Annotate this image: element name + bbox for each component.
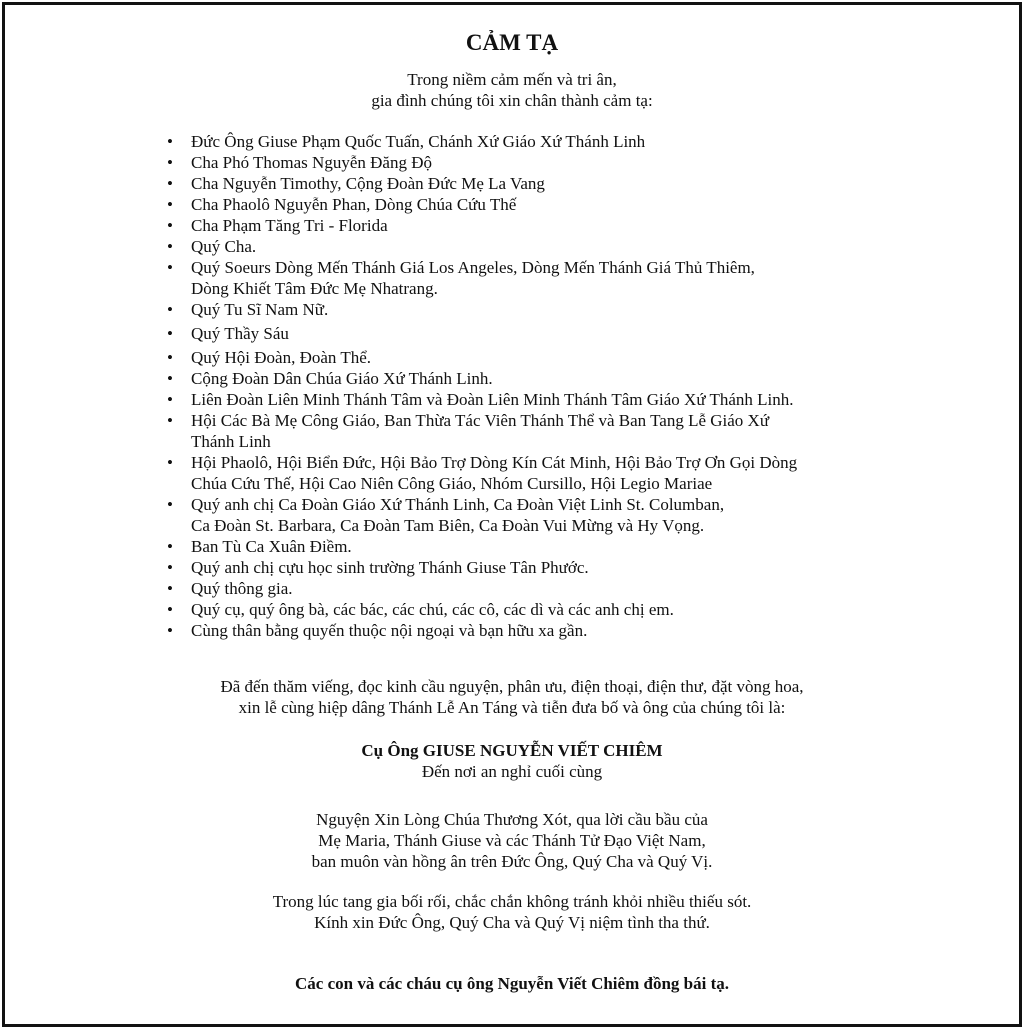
- acknowledgement-item: [166, 215, 886, 236]
- intro-text: [0, 69, 1024, 111]
- acknowledgement-item: [166, 236, 886, 257]
- apology-line: Kính xin Đức Ông, Quý Cha và Quý Vị niệm tình tha thứ.: [314, 913, 710, 932]
- bullet-icon: •: [167, 258, 173, 277]
- acknowledgement-item: [166, 368, 886, 389]
- acknowledgement-text: Hội Phaolô, Hội Biển Đức, Hội Bảo Trợ Dòng Kín Cát Minh, Hội Bảo Trợ Ơn Gọi Dòng: [191, 453, 798, 472]
- apology-line: Trong lúc tang gia bối rối, chắc chắn không tránh khỏi nhiều thiếu sót.: [272, 892, 752, 911]
- visited-line: xin lễ cùng hiệp dâng Thánh Lễ An Táng và tiễn đưa bố và ông của chúng tôi là:: [238, 698, 786, 717]
- prayer-line: Nguyện Xin Lòng Chúa Thương Xót, qua lời cầu bầu của: [316, 810, 708, 829]
- bullet-icon: •: [167, 132, 173, 151]
- bullet-icon: •: [167, 495, 173, 514]
- signoff-text: Các con và các cháu cụ ông Nguyễn Viết Chiêm đồng bái tạ.: [295, 974, 729, 993]
- acknowledgement-item: [166, 173, 886, 194]
- acknowledgement-text: Quý cụ, quý ông bà, các bác, các chú, các cô, các dì và các anh chị em.: [191, 600, 674, 619]
- acknowledgement-item: [166, 389, 886, 410]
- acknowledgement-item: [166, 323, 886, 344]
- acknowledgement-text: Quý Cha.: [191, 237, 257, 256]
- acknowledgement-text: Cha Nguyễn Timothy, Cộng Đoàn Đức Mẹ La Vang: [191, 174, 545, 193]
- acknowledgement-text: Quý Thầy Sáu: [191, 324, 289, 343]
- bullet-icon: •: [167, 174, 173, 193]
- bullet-icon: •: [167, 195, 173, 214]
- acknowledgement-item: [166, 494, 886, 536]
- bullet-icon: •: [167, 600, 173, 619]
- acknowledgement-text: Cộng Đoàn Dân Chúa Giáo Xứ Thánh Linh.: [191, 369, 493, 388]
- bullet-icon: •: [167, 153, 173, 172]
- acknowledgement-item: [166, 299, 886, 320]
- acknowledgement-text: Chúa Cứu Thế, Hội Cao Niên Công Giáo, Nhóm Cursillo, Hội Legio Mariae: [191, 474, 713, 493]
- bullet-icon: •: [167, 324, 173, 343]
- bullet-icon: •: [167, 348, 173, 367]
- acknowledgement-item: [166, 557, 886, 578]
- acknowledgement-text: Quý Soeurs Dòng Mến Thánh Giá Los Angeles, Dòng Mến Thánh Giá Thủ Thiêm,: [191, 258, 755, 277]
- acknowledgement-item: [166, 152, 886, 173]
- acknowledgement-text: Ca Đoàn St. Barbara, Ca Đoàn Tam Biên, Ca Đoàn Vui Mừng và Hy Vọng.: [191, 516, 705, 535]
- prayer-text: [0, 809, 1024, 872]
- acknowledgement-text: Quý anh chị Ca Đoàn Giáo Xứ Thánh Linh, Ca Đoàn Việt Linh St. Columban,: [191, 495, 725, 514]
- deceased-name: Cụ Ông GIUSE NGUYỄN VIẾT CHIÊM: [361, 741, 663, 760]
- acknowledgement-text: Hội Các Bà Mẹ Công Giáo, Ban Thừa Tác Viên Thánh Thể và Ban Tang Lễ Giáo Xứ: [191, 411, 770, 430]
- acknowledgement-item: [166, 131, 886, 152]
- acknowledgement-list: [166, 131, 886, 641]
- acknowledgement-text: Cùng thân bằng quyến thuộc nội ngoại và bạn hữu xa gần.: [191, 621, 588, 640]
- acknowledgement-item: [166, 536, 886, 557]
- bullet-icon: •: [167, 453, 173, 472]
- acknowledgement-item: [166, 410, 886, 452]
- acknowledgement-text: Cha Phạm Tăng Tri - Florida: [191, 216, 388, 235]
- bullet-icon: •: [167, 621, 173, 640]
- apology-text: [0, 891, 1024, 933]
- intro-line: gia đình chúng tôi xin chân thành cảm tạ:: [371, 91, 653, 110]
- acknowledgement-item: [166, 452, 886, 494]
- bullet-icon: •: [167, 237, 173, 256]
- notice-title: CẢM TẠ: [465, 30, 559, 55]
- acknowledgement-text: Cha Phó Thomas Nguyễn Đăng Độ: [191, 153, 432, 172]
- deceased-caption: Đến nơi an nghỉ cuối cùng: [421, 762, 603, 781]
- acknowledgement-item: [166, 599, 886, 620]
- acknowledgement-item: [166, 194, 886, 215]
- deceased-block: [0, 740, 1024, 782]
- bullet-icon: •: [167, 579, 173, 598]
- acknowledgement-text: Quý Tu Sĩ Nam Nữ.: [191, 300, 329, 319]
- acknowledgement-text: Quý thông gia.: [191, 579, 293, 598]
- bullet-icon: •: [167, 369, 173, 388]
- visited-text: [0, 676, 1024, 718]
- acknowledgement-item: [166, 257, 886, 299]
- acknowledgement-text: Quý Hội Đoàn, Đoàn Thể.: [191, 348, 372, 367]
- acknowledgement-item: [166, 347, 886, 368]
- prayer-line: ban muôn vàn hồng ân trên Đức Ông, Quý Cha và Quý Vị.: [311, 852, 713, 871]
- bullet-icon: •: [167, 558, 173, 577]
- acknowledgement-item: [166, 620, 886, 641]
- acknowledgement-text: Đức Ông Giuse Phạm Quốc Tuấn, Chánh Xứ Giáo Xứ Thánh Linh: [191, 132, 646, 151]
- prayer-line: Mẹ Maria, Thánh Giuse và các Thánh Tử Đạo Việt Nam,: [318, 831, 706, 850]
- acknowledgement-text: Ban Tù Ca Xuân Điềm.: [191, 537, 352, 556]
- acknowledgement-text: Thánh Linh: [191, 432, 271, 451]
- acknowledgement-text: Quý anh chị cựu học sinh trường Thánh Giuse Tân Phước.: [191, 558, 589, 577]
- bullet-icon: •: [167, 390, 173, 409]
- bullet-icon: •: [167, 300, 173, 319]
- visited-line: Đã đến thăm viếng, đọc kinh cầu nguyện, phân ưu, điện thoại, điện thư, đặt vòng hoa,: [220, 677, 804, 696]
- bullet-icon: •: [167, 537, 173, 556]
- acknowledgement-text: Dòng Khiết Tâm Đức Mẹ Nhatrang.: [191, 279, 438, 298]
- acknowledgement-item: [166, 578, 886, 599]
- bullet-icon: •: [167, 216, 173, 235]
- acknowledgement-text: Cha Phaolô Nguyễn Phan, Dòng Chúa Cứu Thế: [191, 195, 517, 214]
- intro-line: Trong niềm cảm mến và tri ân,: [407, 70, 617, 89]
- acknowledgement-text: Liên Đoàn Liên Minh Thánh Tâm và Đoàn Liên Minh Thánh Tâm Giáo Xứ Thánh Linh.: [191, 390, 794, 409]
- bullet-icon: •: [167, 411, 173, 430]
